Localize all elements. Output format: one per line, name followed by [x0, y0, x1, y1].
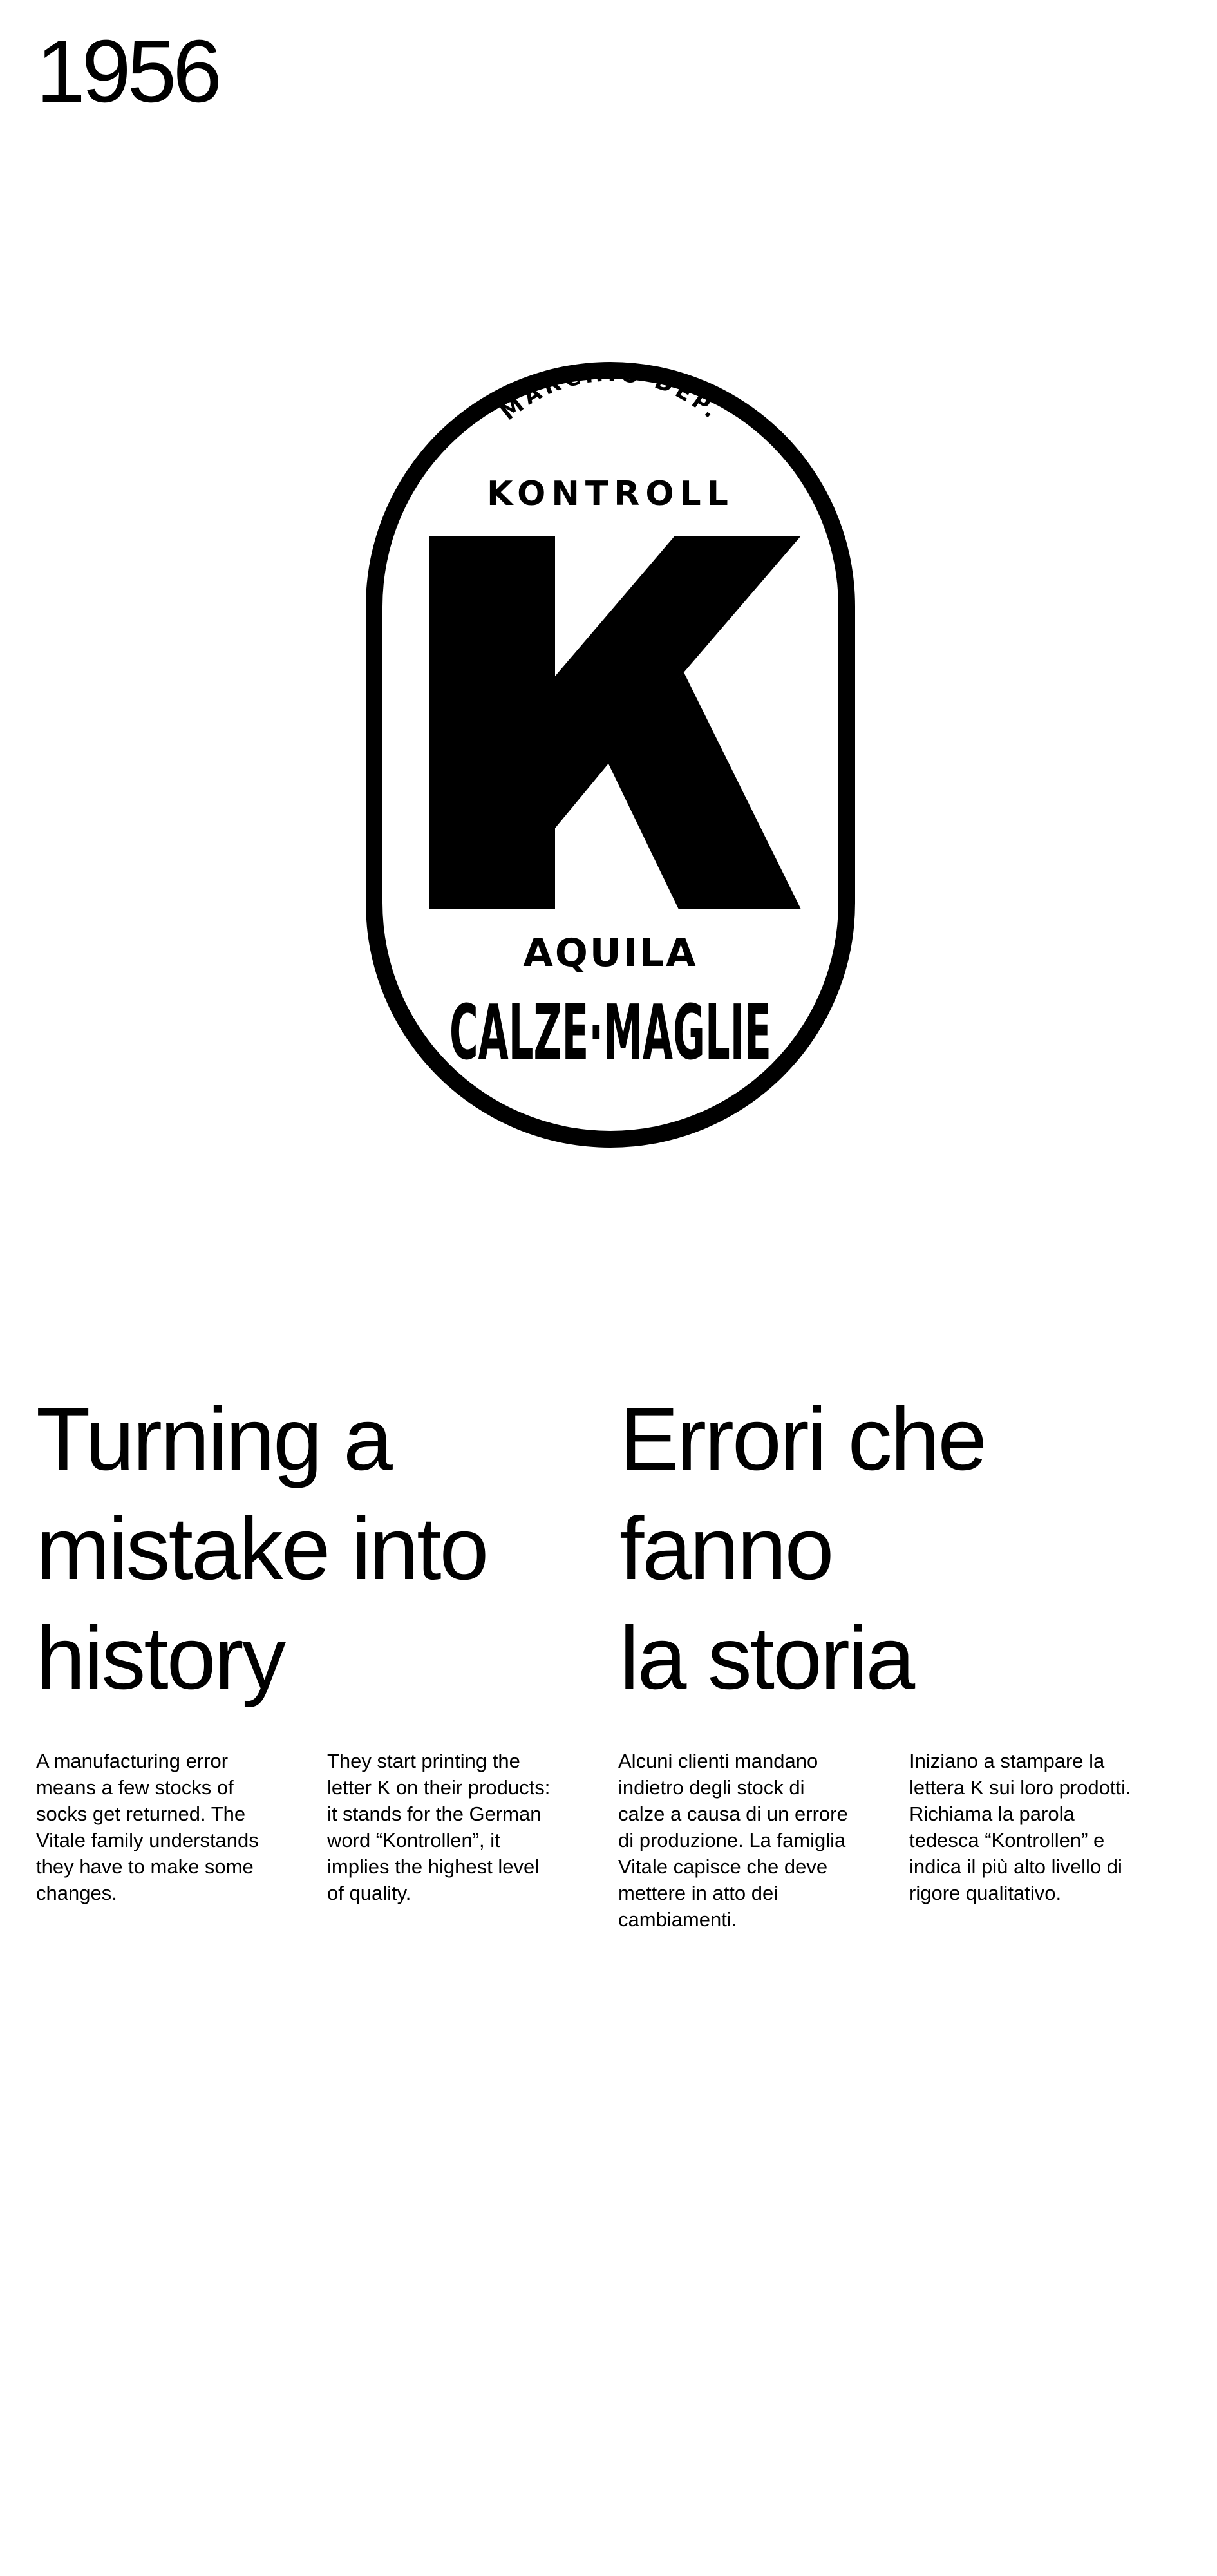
paragraph-line: indica il più alto livello di — [909, 1855, 1122, 1878]
kontroll-text: KONTROLL — [487, 475, 734, 513]
heading-line: la storia — [619, 1609, 914, 1708]
paragraph-line: rigore qualitativo. — [909, 1882, 1062, 1904]
paragraph-line: it stands for the German — [327, 1803, 542, 1825]
paragraph-line: word “Kontrollen”, it — [327, 1829, 500, 1852]
english-paragraph-2 — [327, 1748, 586, 1906]
heading-line: mistake into — [36, 1499, 487, 1598]
paragraph-line: Vitale capisce che deve — [618, 1855, 828, 1878]
paragraph-line: Richiama la parola — [909, 1803, 1075, 1825]
paragraph-line: They start printing the — [327, 1750, 520, 1772]
paragraph-line: they have to make some — [36, 1855, 254, 1878]
paragraph-line: Alcuni clienti mandano — [618, 1750, 818, 1772]
paragraph-line: cambiamenti. — [618, 1908, 737, 1931]
paragraph-line: implies the highest level — [327, 1855, 540, 1878]
paragraph-line: socks get returned. The — [36, 1803, 246, 1825]
marchio-dep-text: MARCHIO DEP. — [496, 362, 726, 426]
paragraph-line: di produzione. La famiglia — [618, 1829, 846, 1852]
italian-paragraph-1 — [618, 1748, 877, 1933]
paragraph-line: calze a causa di un errore — [618, 1803, 848, 1825]
heading-line: Turning a — [36, 1390, 391, 1489]
heading-line: Errori che — [619, 1390, 986, 1489]
paragraph-line: tedesca “Kontrollen” e — [909, 1829, 1105, 1852]
heading-english — [36, 1385, 603, 1713]
heading-line: history — [36, 1609, 285, 1708]
kontroll-logo — [366, 362, 855, 1148]
paragraph-line: mettere in atto dei — [618, 1882, 778, 1904]
aquila-text: AQUILA — [523, 931, 698, 976]
paragraph-line: means a few stocks of — [36, 1776, 234, 1799]
paragraph-line: of quality. — [327, 1882, 411, 1904]
paragraph-line: indietro degli stock di — [618, 1776, 805, 1799]
calze-maglie-text: CALZE·MAGLIE — [449, 988, 771, 1077]
english-paragraph-1 — [36, 1748, 295, 1906]
paragraph-line: Vitale family understands — [36, 1829, 259, 1852]
paragraph-line: changes. — [36, 1882, 117, 1904]
italian-paragraph-2 — [909, 1748, 1168, 1906]
paragraph-line: letter K on their products: — [327, 1776, 551, 1799]
heading-italian — [619, 1385, 1186, 1713]
paragraph-line: A manufacturing error — [36, 1750, 229, 1772]
year-title: 1956 — [36, 22, 218, 121]
paragraph-line: lettera K sui loro prodotti. — [909, 1776, 1131, 1799]
heading-line: fanno — [619, 1499, 833, 1598]
paragraph-line: Iniziano a stampare la — [909, 1750, 1105, 1772]
